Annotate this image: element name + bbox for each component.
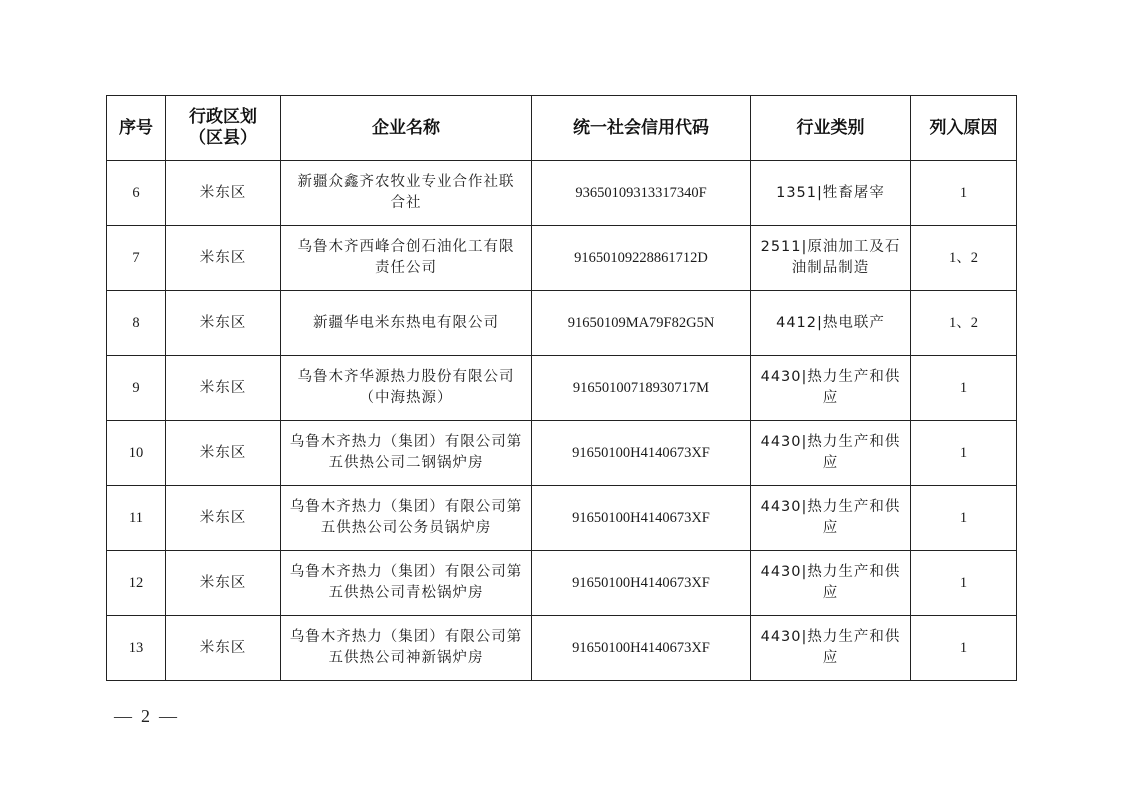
cell-credit-code: 91650100718930717M xyxy=(532,356,751,421)
cell-name-line2: 五供热公司二钢锅炉房 xyxy=(328,455,484,471)
cell-seq: 9 xyxy=(107,356,166,421)
table-row xyxy=(107,486,1017,551)
cell-name-line2: 五供热公司青松锅炉房 xyxy=(328,585,484,601)
cell-name-line1: 乌鲁木齐西峰合创石油化工有限 xyxy=(297,239,515,255)
cell-credit-code: 91650109228861712D xyxy=(532,226,751,291)
table-row xyxy=(107,356,1017,421)
cell-enterprise-name xyxy=(281,551,532,616)
cell-seq: 12 xyxy=(107,551,166,616)
cell-industry-line1: 4430|热力生产和供 xyxy=(760,564,901,580)
cell-seq: 13 xyxy=(107,616,166,681)
cell-industry-line1: 2511|原油加工及石 xyxy=(760,239,901,255)
cell-industry xyxy=(751,291,911,356)
cell-seq: 10 xyxy=(107,421,166,486)
header-enterprise-name: 企业名称 xyxy=(281,96,532,161)
cell-industry-line2: 应 xyxy=(822,585,839,601)
cell-reason: 1 xyxy=(911,551,1017,616)
cell-seq: 11 xyxy=(107,486,166,551)
cell-reason: 1 xyxy=(911,356,1017,421)
cell-enterprise-name xyxy=(281,161,532,226)
cell-name-line2: 五供热公司公务员锅炉房 xyxy=(320,520,492,536)
cell-name-line2: 合社 xyxy=(390,195,422,211)
cell-industry-line1: 4412|热电联产 xyxy=(776,314,885,331)
header-district-line1: 行政区划 xyxy=(189,107,257,127)
cell-enterprise-name xyxy=(281,226,532,291)
cell-industry-line1: 4430|热力生产和供 xyxy=(760,369,901,385)
header-reason: 列入原因 xyxy=(911,96,1017,161)
cell-reason: 1 xyxy=(911,421,1017,486)
cell-industry-line2: 应 xyxy=(822,455,839,471)
cell-industry xyxy=(751,161,911,226)
table-row xyxy=(107,226,1017,291)
cell-industry-line2: 油制品制造 xyxy=(791,260,870,276)
cell-industry-line1: 1351|牲畜屠宰 xyxy=(776,184,885,201)
cell-industry xyxy=(751,226,911,291)
cell-industry xyxy=(751,356,911,421)
cell-industry xyxy=(751,486,911,551)
cell-district: 米东区 xyxy=(166,161,281,226)
cell-industry-line2: 应 xyxy=(822,650,839,666)
cell-industry xyxy=(751,616,911,681)
cell-industry-line2: 应 xyxy=(822,390,839,406)
header-industry: 行业类别 xyxy=(751,96,911,161)
cell-reason: 1 xyxy=(911,616,1017,681)
cell-district: 米东区 xyxy=(166,421,281,486)
cell-enterprise-name xyxy=(281,421,532,486)
cell-name-line1: 乌鲁木齐热力（集团）有限公司第 xyxy=(289,564,523,580)
cell-name-line1: 乌鲁木齐华源热力股份有限公司 xyxy=(297,369,515,385)
cell-district: 米东区 xyxy=(166,226,281,291)
cell-district: 米东区 xyxy=(166,486,281,551)
enterprise-list-table xyxy=(106,95,1017,681)
cell-industry xyxy=(751,551,911,616)
table-row xyxy=(107,161,1017,226)
cell-name-line1: 乌鲁木齐热力（集团）有限公司第 xyxy=(289,434,523,450)
table-row xyxy=(107,616,1017,681)
cell-enterprise-name xyxy=(281,356,532,421)
cell-industry-line2: 应 xyxy=(822,520,839,536)
cell-industry-line1: 4430|热力生产和供 xyxy=(760,629,901,645)
table-row xyxy=(107,291,1017,356)
cell-district: 米东区 xyxy=(166,356,281,421)
cell-credit-code: 93650109313317340F xyxy=(532,161,751,226)
header-district-line2: （区县） xyxy=(189,128,257,148)
cell-name-line2: （中海热源） xyxy=(359,390,453,406)
table-row xyxy=(107,421,1017,486)
cell-reason: 1 xyxy=(911,161,1017,226)
header-district xyxy=(166,96,281,161)
cell-name-line1: 新疆华电米东热电有限公司 xyxy=(313,314,499,331)
cell-district: 米东区 xyxy=(166,291,281,356)
cell-credit-code: 91650100H4140673XF xyxy=(532,486,751,551)
cell-name-line2: 责任公司 xyxy=(375,260,437,276)
cell-name-line1: 新疆众鑫齐农牧业专业合作社联 xyxy=(297,174,515,190)
cell-credit-code: 91650100H4140673XF xyxy=(532,421,751,486)
cell-industry-line1: 4430|热力生产和供 xyxy=(760,499,901,515)
cell-district: 米东区 xyxy=(166,551,281,616)
table-row xyxy=(107,551,1017,616)
header-seq: 序号 xyxy=(107,96,166,161)
cell-seq: 8 xyxy=(107,291,166,356)
cell-name-line2: 五供热公司神新锅炉房 xyxy=(328,650,484,666)
cell-enterprise-name xyxy=(281,486,532,551)
cell-credit-code: 91650100H4140673XF xyxy=(532,551,751,616)
cell-district: 米东区 xyxy=(166,616,281,681)
cell-seq: 7 xyxy=(107,226,166,291)
cell-reason: 1、2 xyxy=(911,291,1017,356)
cell-name-line1: 乌鲁木齐热力（集团）有限公司第 xyxy=(289,629,523,645)
cell-enterprise-name xyxy=(281,291,532,356)
cell-reason: 1 xyxy=(911,486,1017,551)
cell-credit-code: 91650100H4140673XF xyxy=(532,616,751,681)
cell-seq: 6 xyxy=(107,161,166,226)
cell-industry xyxy=(751,421,911,486)
table-header-row xyxy=(107,96,1017,161)
page-number: — 2 — xyxy=(114,706,177,726)
cell-industry-line1: 4430|热力生产和供 xyxy=(760,434,901,450)
cell-reason: 1、2 xyxy=(911,226,1017,291)
cell-enterprise-name xyxy=(281,616,532,681)
cell-credit-code: 91650109MA79F82G5N xyxy=(532,291,751,356)
cell-name-line1: 乌鲁木齐热力（集团）有限公司第 xyxy=(289,499,523,515)
header-credit-code: 统一社会信用代码 xyxy=(532,96,751,161)
